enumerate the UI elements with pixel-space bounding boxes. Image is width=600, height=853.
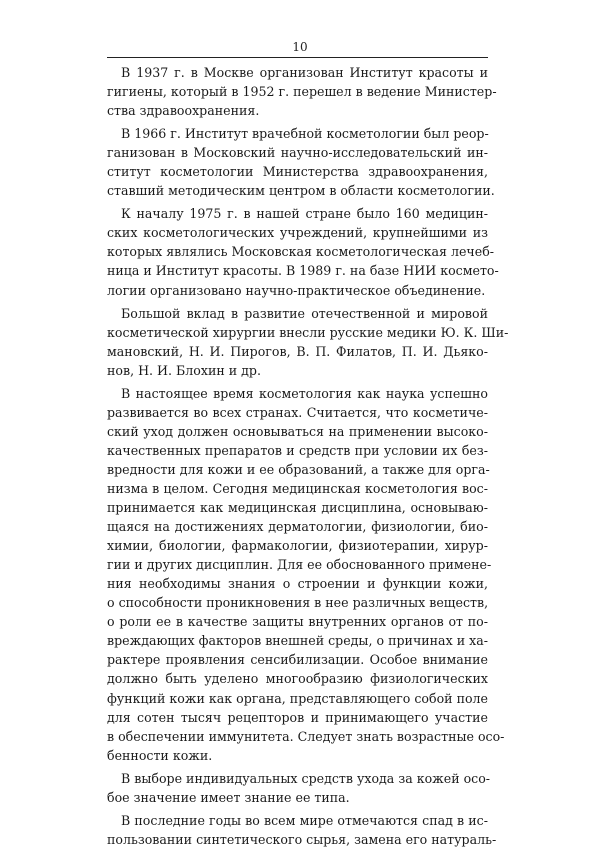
text-line: низма в целом. Сегодня медицинская косметология вос- [107, 480, 488, 496]
paragraph [107, 304, 509, 380]
text-line: о способности проникновения в нее различных веществ, [107, 595, 489, 611]
text-line: косметической хирургии внесли русские медики Ю. К. Ши- [107, 324, 509, 340]
text-line: гигиены, который в 1952 г. перешел в ведение Министер- [107, 84, 497, 100]
body-text [107, 63, 509, 853]
text-line: логии организовано научно-практическое объединение. [107, 282, 486, 298]
text-line: ских косметологических учреждений, крупнейшими из [107, 225, 488, 241]
text-line: вредности для кожи и ее образований, а также для орга- [107, 461, 490, 477]
text-line: К началу 1975 г. в нашей стране было 160 медицин- [121, 206, 488, 222]
text-line: принимается как медицинская дисциплина, основываю- [107, 500, 488, 516]
text-line: В последние годы во всем мире отмечаются спад в ис- [121, 812, 488, 828]
text-line: ститут косметологии Министерства здравоохранения, [107, 164, 488, 180]
paragraph [107, 769, 491, 807]
text-line: ства здравоохранения. [107, 103, 260, 119]
text-line: В 1937 г. в Москве организован Институт красоты и [121, 65, 488, 80]
text-line: ский уход должен основываться на применении высоко- [107, 423, 488, 439]
text-line: развивается во всех странах. Считается, что косметиче- [107, 404, 488, 420]
text-line: химии, биологии, фармакологии, физиотерапии, хирур- [107, 538, 488, 554]
paragraph [107, 384, 505, 765]
paragraph [107, 124, 495, 200]
text-line: ставший методическим центром в области косметологии. [107, 183, 495, 199]
text-line: мановский, Н. И. Пирогов, В. П. Филатов, П. И. Дьяко- [107, 343, 488, 359]
text-line: бенности кожи. [107, 747, 213, 763]
text-line: для сотен тысяч рецепторов и принимающего участие [107, 709, 488, 725]
text-line: функций кожи как органа, представляющего собой поле [107, 690, 488, 706]
paragraph [107, 63, 497, 120]
text-line: в обеспечении иммунитета. Следует знать возрастные осо- [107, 728, 505, 744]
text-line: В настоящее время косметология как наука успешно [121, 385, 488, 401]
text-line: В выборе индивидуальных средств ухода за кожей осо- [121, 770, 491, 786]
text-line: щаяся на достижениях дерматологии, физиологии, био- [107, 519, 488, 535]
text-line: гии и других дисциплин. Для ее обоснованного примене- [107, 557, 492, 573]
text-line: качественных препаратов и средств при условии их без- [107, 442, 488, 458]
page-number: 10 [292, 40, 308, 54]
text-line: ганизован в Московский научно-исследовательский ин- [107, 145, 488, 161]
paragraph [107, 204, 499, 299]
text-line: нов, Н. И. Блохин и др. [107, 362, 261, 378]
text-line: ния необходимы знания о строении и функции кожи, [107, 576, 488, 592]
header-rule [107, 57, 488, 58]
paragraph [107, 811, 497, 849]
text-line: пользовании синтетического сырья, замена его натураль- [107, 831, 497, 847]
text-line: В 1966 г. Институт врачебной косметологии был реор- [121, 126, 489, 142]
text-line: бое значение имеет знание ее типа. [107, 789, 350, 805]
text-line: которых являлись Московская косметологическая лечеб- [107, 244, 495, 260]
text-line: рактере проявления сенсибилизации. Особое внимание [107, 652, 488, 668]
text-line: Большой вклад в развитие отечественной и мировой [121, 305, 488, 321]
text-line: должно быть уделено многообразию физиологических [107, 671, 488, 687]
text-line: ница и Институт красоты. В 1989 г. на базе НИИ космето- [107, 263, 499, 279]
text-line: вреждающих факторов внешней среды, о причинах и ха- [107, 633, 488, 649]
text-line: о роли ее в качестве защиты внутренних органов от по- [107, 614, 488, 630]
